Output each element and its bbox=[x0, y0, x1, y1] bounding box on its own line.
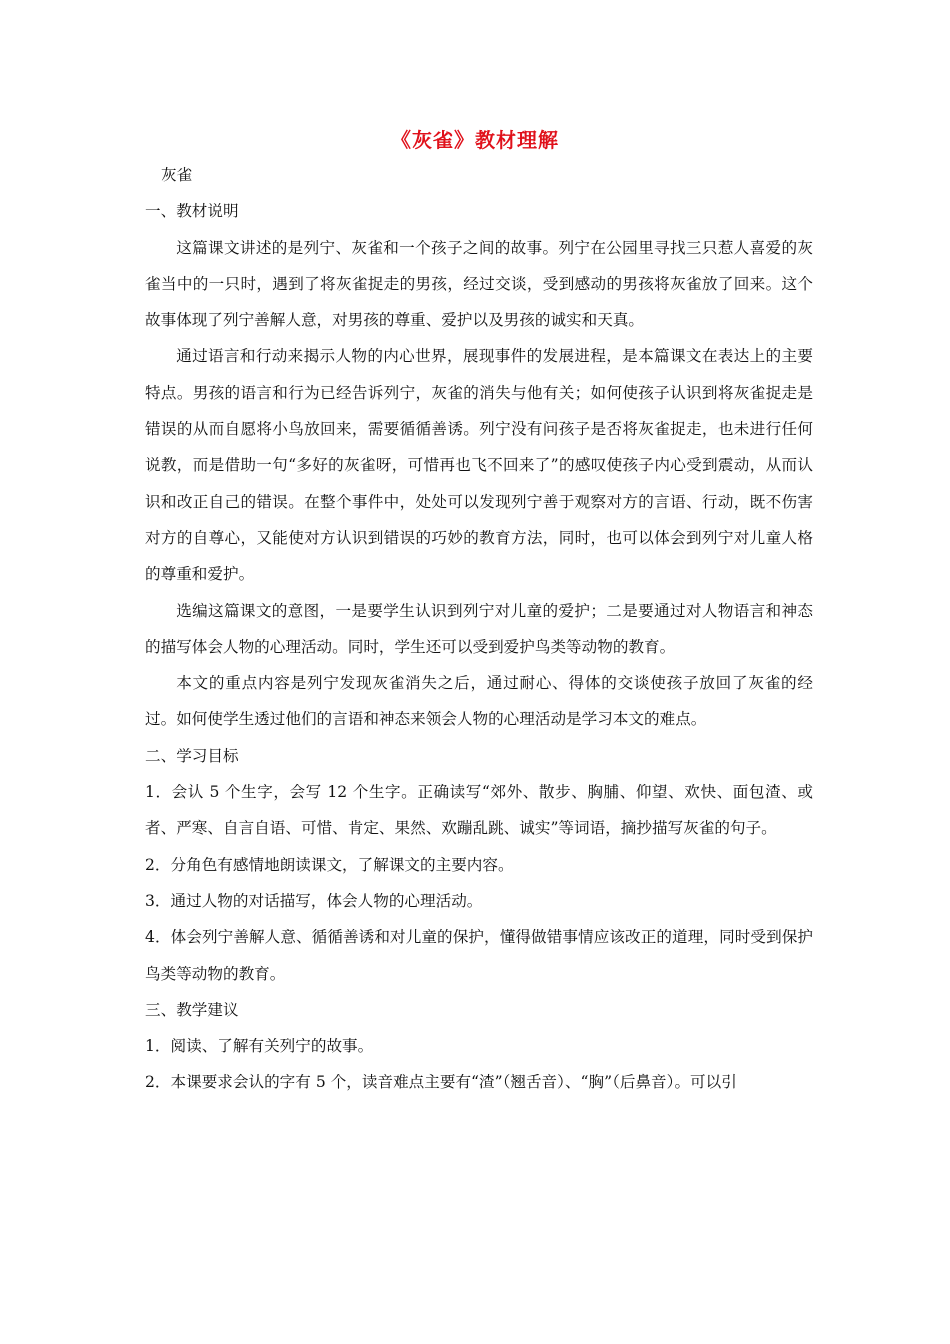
document-title: 《灰雀》教材理解 bbox=[391, 128, 559, 152]
body-paragraph: 通过语言和行动来揭示人物的内心世界，展现事件的发展进程，是本篇课文在表达上的主要特点。男孩的语言和行为已经告诉列宁，灰雀的消失与他有关；如何使孩子认识到将灰雀捉走是错误的从而自愿将小鸟放回来，需要循循善诱。列宁没有问孩子是否将灰雀捉走，也未进行任何说教，而是借助一句“多好的灰雀呀，可惜再也飞不回来了”的感叹使孩子内心受到震动，从而认识和改正自己的错误。在整个事件中，处处可以发现列宁善于观察对方的言语、行动，既不伤害对方的自尊心，又能使对方认识到错误的巧妙的教育方法，同时，也可以体会到列宁对儿童人格的尊重和爱护。 bbox=[145, 347, 813, 584]
list-item: 4．体会列宁善解人意、循循善诱和对儿童的保护，懂得做错事情应该改正的道理，同时受到保护鸟类等动物的教育。 bbox=[145, 928, 813, 983]
document-body bbox=[145, 157, 813, 1101]
list-item: 2．分角色有感情地朗读课文，了解课文的主要内容。 bbox=[145, 855, 514, 874]
section-heading: 三、教学建议 bbox=[145, 1000, 239, 1019]
body-paragraph: 这篇课文讲述的是列宁、灰雀和一个孩子之间的故事。列宁在公园里寻找三只惹人喜爱的灰雀当中的一只时，遇到了将灰雀捉走的男孩，经过交谈，受到感动的男孩将灰雀放了回来。这个故事体现了列宁善解人意，对男孩的尊重、爱护以及男孩的诚实和天真。 bbox=[145, 238, 813, 330]
body-paragraph: 选编这篇课文的意图，一是要学生认识到列宁对儿童的爱护；二是要通过对人物语言和神态的描写体会人物的心理活动。同时，学生还可以受到爱护鸟类等动物的教育。 bbox=[145, 601, 813, 656]
list-item: 3．通过人物的对话描写，体会人物的心理活动。 bbox=[145, 891, 483, 910]
document-subtitle: 灰雀 bbox=[161, 166, 193, 184]
section-heading: 二、学习目标 bbox=[145, 746, 239, 765]
list-item: 2．本课要求会认的字有 5 个，读音难点主要有“渣”（翘舌音）、“胸”（后鼻音）。可以引 bbox=[145, 1073, 737, 1092]
section-heading: 一、教材说明 bbox=[145, 202, 239, 221]
list-item: 1．会认 5 个生字，会写 12 个生字。正确读写“郊外、散步、胸脯、仰望、欢快、面包渣、或者、严寒、自言自语、可惜、肯定、果然、欢蹦乱跳、诚实”等词语，摘抄描写灰雀的句子。 bbox=[145, 783, 813, 838]
body-paragraph: 本文的重点内容是列宁发现灰雀消失之后，通过耐心、得体的交谈使孩子放回了灰雀的经过。如何使学生透过他们的言语和神态来领会人物的心理活动是学习本文的难点。 bbox=[145, 674, 813, 729]
list-item: 1．阅读、了解有关列宁的故事。 bbox=[145, 1037, 374, 1056]
